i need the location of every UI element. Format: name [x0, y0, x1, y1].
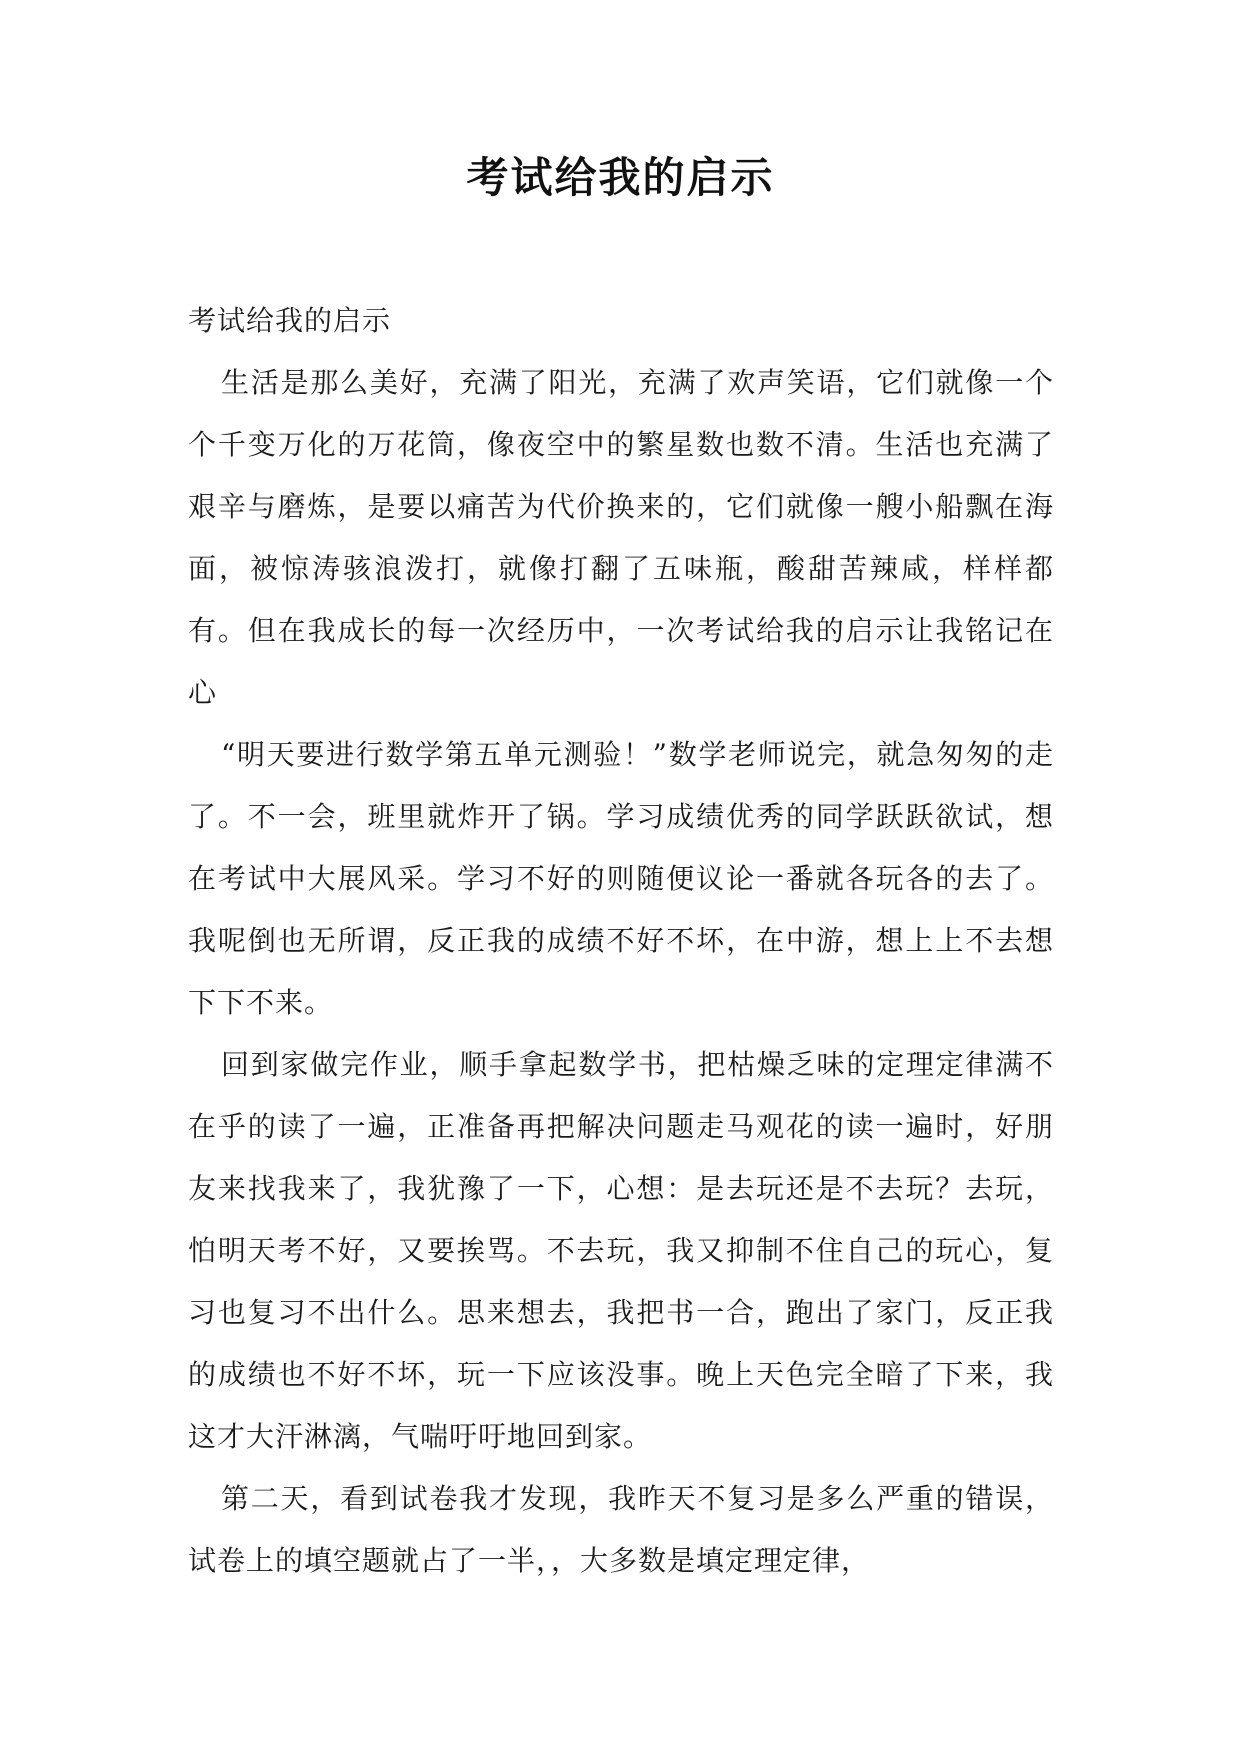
paragraph-3: 回到家做完作业，顺手拿起数学书，把枯燥乏味的定理定律满不在乎的读了一遍，正准备再把解决问题走马观花的读一遍时，好朋友来找我来了，我犹豫了一下，心想：是去玩还是不去玩？去玩，怕明天考不好，又要挨骂。不去玩，我又抑制不住自己的玩心，复习也复习不出什么。思来想去，我把书一合，跑出了家门，反正我的成绩也不好不坏，玩一下应该没事。晚上天色完全暗了下来，我这才大汗淋漓，气喘吁吁地回到家。 — [188, 1048, 1054, 1453]
document-subtitle: 考试给我的启示 — [188, 304, 392, 337]
paragraph-1: 生活是那么美好，充满了阳光，充满了欢声笑语，它们就像一个个千变万化的万花筒，像夜空中的繁星数也数不清。生活也充满了艰辛与磨炼，是要以痛苦为代价换来的，它们就像一艘小船飘在海面，被惊涛骇浪泼打，就像打翻了五味瓶，酸甜苦辣咸，样样都有。但在我成长的每一次经历中，一次考试给我的启示让我铭记在心 — [188, 366, 1054, 709]
paragraph-4: 第二天，看到试卷我才发现，我昨天不复习是多么严重的错误，试卷上的填空题就占了一半，，大多数是填定理定律， — [188, 1482, 1054, 1577]
paragraph-2: “明天要进行数学第五单元测验！”数学老师说完，就急匆匆的走了。不一会，班里就炸开了锅。学习成绩优秀的同学跃跃欲试，想在考试中大展风采。学习不好的则随便议论一番就各玩各的去了。我呢倒也无所谓，反正我的成绩不好不坏，在中游，想上上不去想下下不来。 — [188, 738, 1054, 1019]
document-title: 考试给我的启示 — [466, 153, 775, 202]
document-body — [188, 290, 1054, 1592]
